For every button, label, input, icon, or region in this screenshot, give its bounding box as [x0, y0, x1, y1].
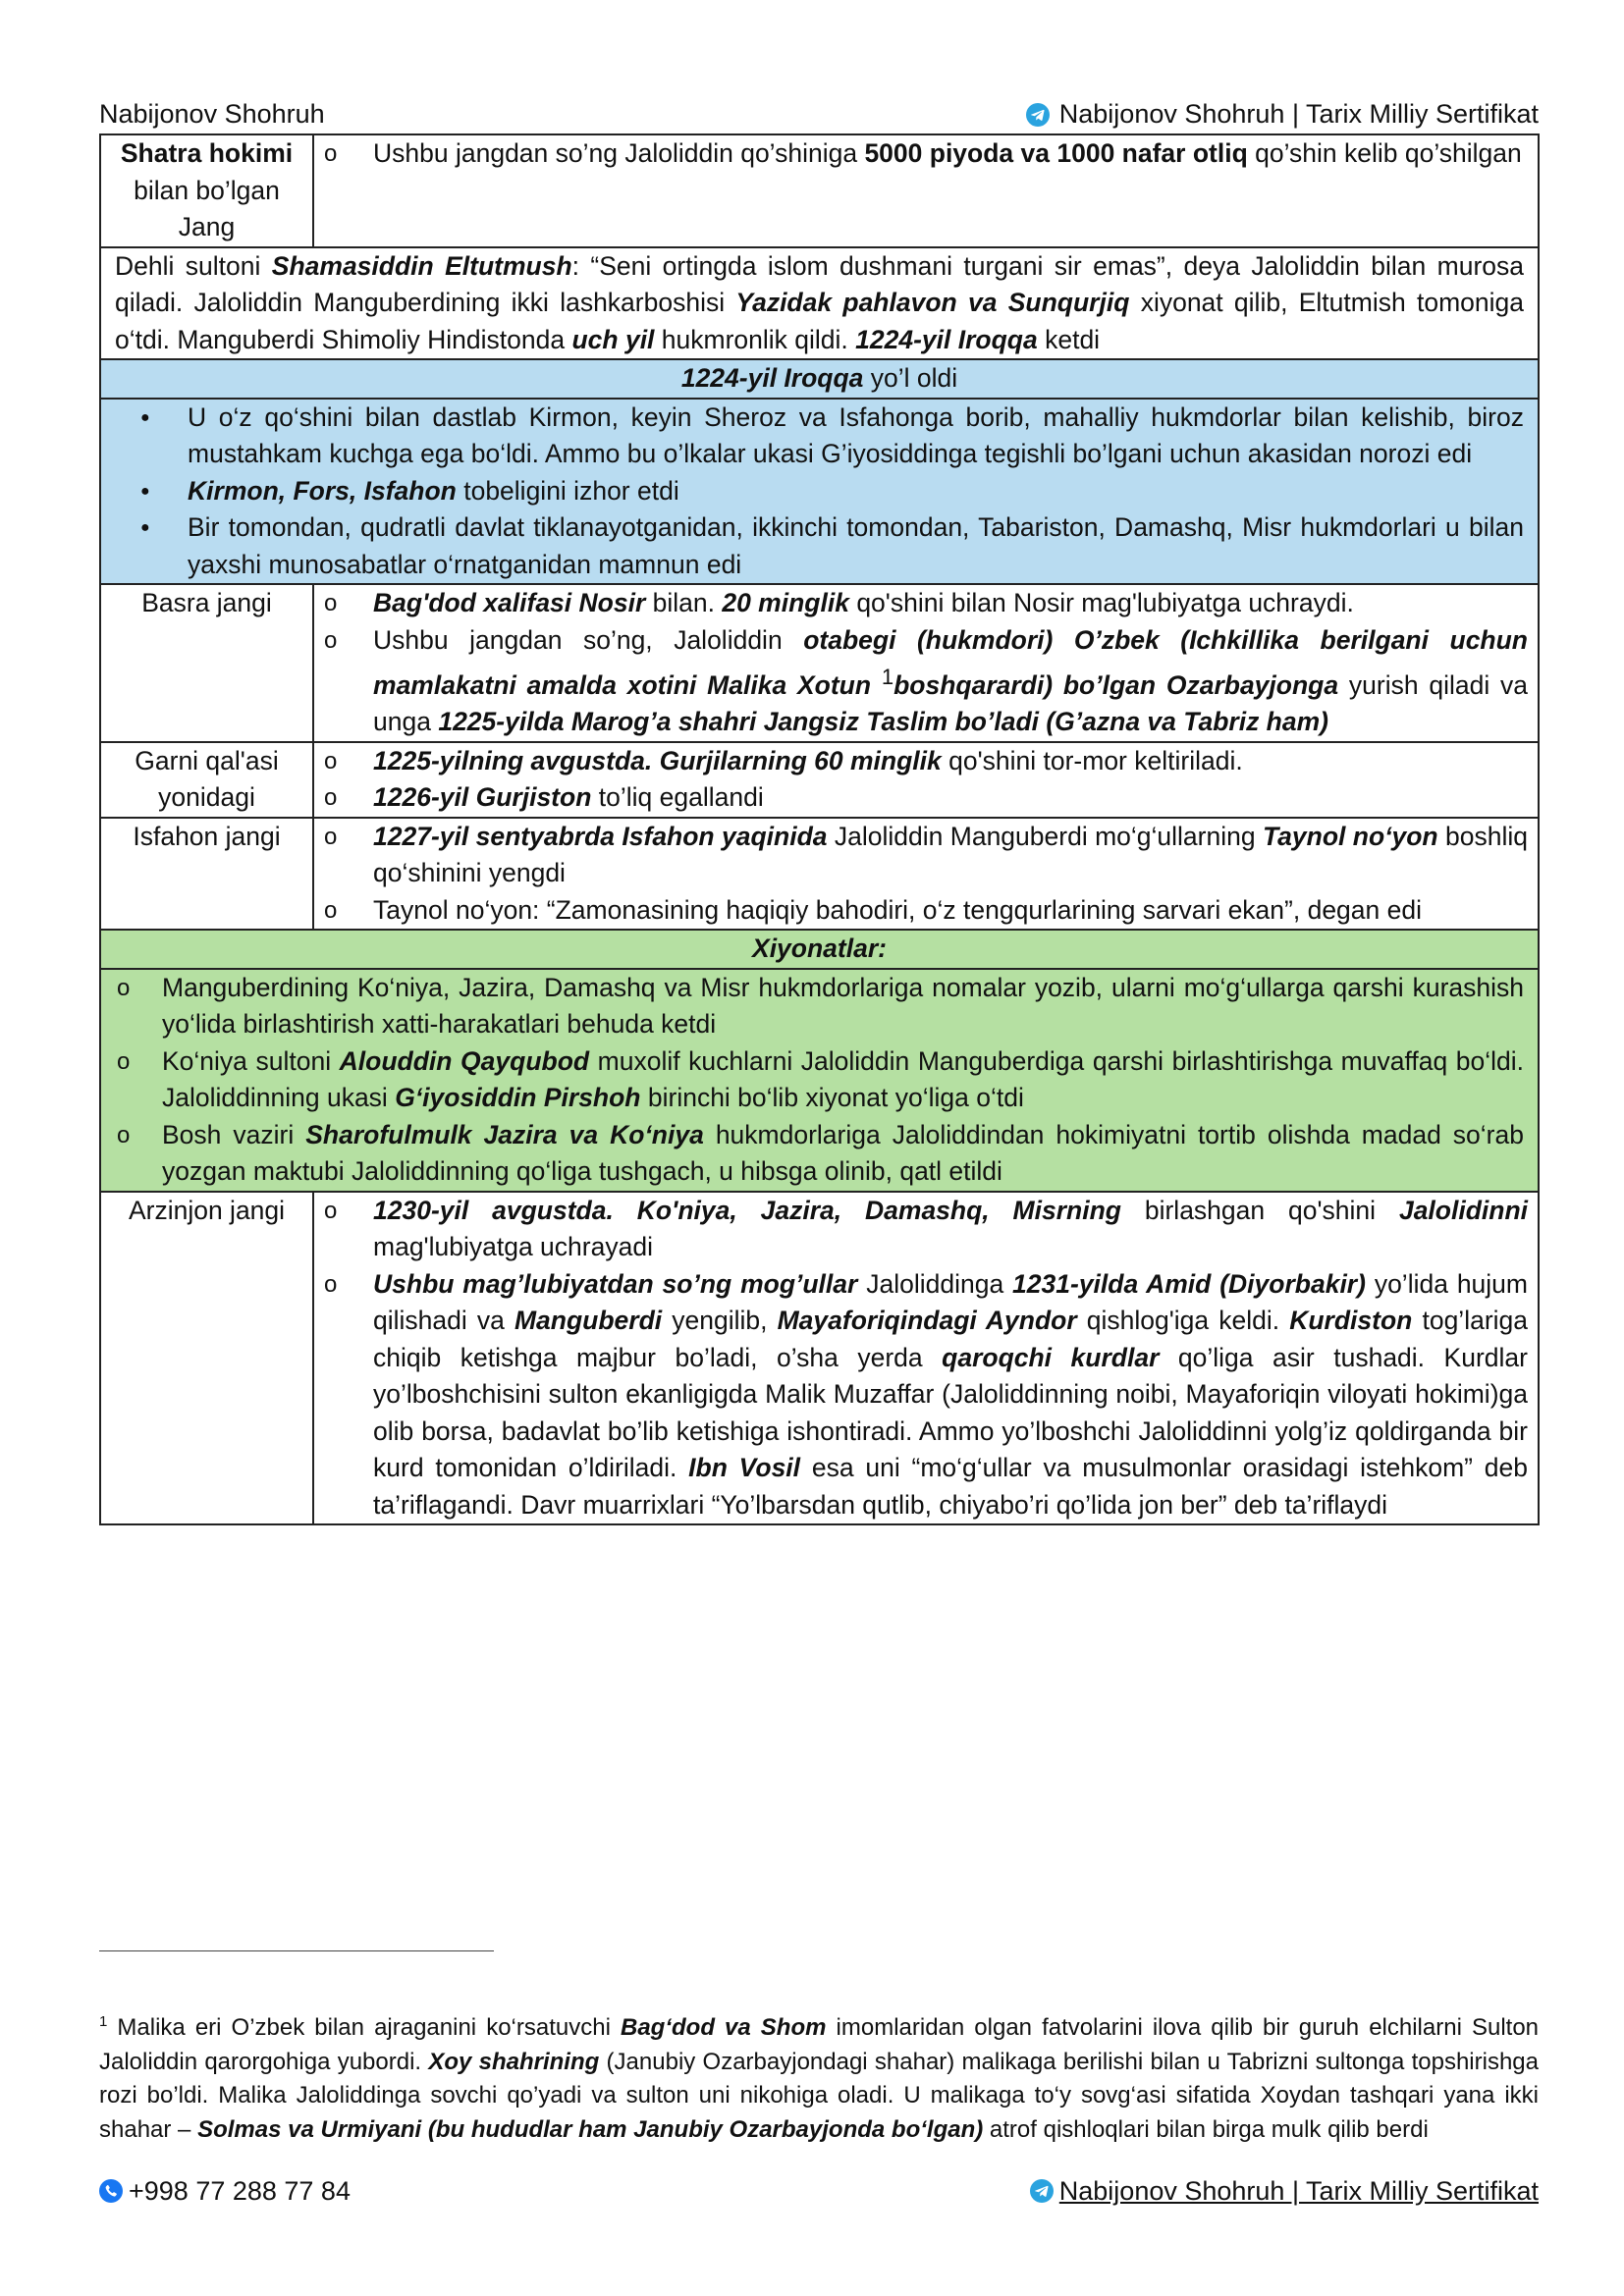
section-title-iroq: 1224-yil Iroqqa yo’l oldi: [100, 359, 1539, 399]
row-xiyonat-list: [100, 969, 1539, 1192]
row-arzinjon: [100, 1192, 1539, 1525]
label-garni: Garni qal'asi yonidagi: [100, 742, 313, 818]
label-isfahon: Isfahon jangi: [100, 818, 313, 931]
list-item: o Ushbu mag’lubiyatdan so’ng mog’ullar Jaloliddinga 1231-yilda Amid (Diyorbakir) yo’lida hujum qilishadi va Manguberdi yengilib, Mayaforiqindagi Ayndor qishlog'iga keldi. Kurdiston tog’lariga chiqib ketishga majbur bo’ladi, o’sha yerda qaroqchi kurdlar qo’liga asir tushadi. Kurdlar yo’lboshchisini sulton ekanligigda Malik Muzaffar (Jaloliddinning noibi, Mayaforiqin viloyati hokimi)ga olib borsa, badavlat bo’lib ketishiga ishontiradi. Ammo yo’lboshchi Jaloliddinni yolg’iz qoldirganda bir kurd tomonidan o’ldiriladi. Ibn Vosil esa uni “mo‘g‘ullar va musulmonlar orasidagi istehkom” deb ta’riflagandi. Davr muarrixlari “Yo’lbarsdan qutlib, chiyabo’ri qo’lida jon ber” deb ta’riflaydi: [324, 1266, 1528, 1524]
page-footer: [99, 2174, 1539, 2208]
footnote-separator: [99, 1950, 494, 1951]
row-dehli: [100, 247, 1539, 360]
list-item: o 1230-yil avgustda. Ko'niya, Jazira, Damashq, Misrning birlashgan qo'shini Jalolidinni mag'lubiyatga uchrayadi: [324, 1193, 1528, 1266]
list-item: o Manguberdining Ko‘niya, Jazira, Damashq va Misr hukmdorlariga nomalar yozib, ularni mo‘g‘ullarga qarshi kurashish yo‘lida birlashtirish xatti-harakatlari behuda ketdi: [111, 970, 1524, 1043]
row-iroq-list: [100, 399, 1539, 585]
list-item: o 1225-yilning avgustda. Gurjilarning 60 minglik qo'shini tor-mor keltiriladi.: [324, 743, 1528, 780]
footer-channel-text: Nabijonov Shohruh | Tarix Milliy Sertifikat: [1058, 2175, 1539, 2206]
dehli-paragraph: Dehli sultoni Shamasiddin Eltutmush: “Seni ortingda islom dushmani turgani sir emas”, deya Jaloliddin bilan murosa qiladi. Jaloliddin Manguberdining ikki lashkarboshisi Yazidak pahlavon va Sunqurjiq xiyonat qilib, Eltutmish tomoniga o‘tdi. Manguberdi Shimoliy Hindistonda uch yil hukmronlik qildi. 1224-yil Iroqqa ketdi: [100, 247, 1539, 360]
list-item: o Ko‘niya sultoni Alouddin Qayqubod muxolif kuchlarni Jaloliddin Manguberdiga qarshi birlashtirishga muvaffaq bo‘ldi. Jaloliddinning ukasi G‘iyosiddin Pirshoh birinchi bo‘lib xiyonat yo‘liga o‘tdi: [111, 1043, 1524, 1117]
footer-phone-text: +998 77 288 77 84: [129, 2175, 351, 2206]
list-item: o Ushbu jangdan so’ng Jaloliddin qo’shiniga 5000 piyoda va 1000 nafar otliq qo’shin kelib qo’shilgan: [324, 135, 1528, 173]
label-arzinjon: Arzinjon jangi: [100, 1192, 313, 1525]
page-header: [99, 96, 1539, 130]
footnote-number: 1: [99, 2013, 108, 2030]
list-item: ● Bir tomondan, qudratli davlat tiklanayotganidan, ikkinchi tomondan, Tabariston, Damashq, Misr hukmdorlari u bilan yaxshi munosabatlar o‘rnatganidan mamnun edi: [115, 509, 1524, 583]
list-item: ● Kirmon, Fors, Isfahon tobeligini izhor etdi: [115, 473, 1524, 510]
row-garni: [100, 742, 1539, 818]
header-channel[interactable]: [1026, 99, 1539, 130]
footer-channel[interactable]: [1030, 2176, 1539, 2207]
row-iroq-title: [100, 359, 1539, 399]
header-author: Nabijonov Shohruh: [99, 99, 325, 129]
history-table: [99, 133, 1540, 1525]
list-item: o 1226-yil Gurjiston to’liq egallandi: [324, 779, 1528, 817]
list-item: o Taynol no‘yon: “Zamonasining haqiqiy bahodiri, o‘z tengqurlarining sarvari ekan”, degan edi: [324, 892, 1528, 930]
phone-icon: [99, 2179, 123, 2203]
footer-phone[interactable]: [99, 2176, 351, 2207]
header-channel-text: Nabijonov Shohruh | Tarix Milliy Sertifikat: [1058, 99, 1539, 129]
footnote-ref[interactable]: 1: [881, 665, 894, 689]
footnote: $^1$ Malika eri O’zbek bilan ajraganini ko‘rsatuvchi Bag‘dod va Shom imomlaridan olgan fatvolarini ilova qilib bir guruh elchilarni Sulton Jaloliddin qarorgohiga yubordi. Xoy shahrining (Janubiy Ozarbayjondagi shahar) malikaga berilishi bilan u Tabrizni sultonga topshirishga rozi bo’ldi. Malika Jaloliddinga sovchi qo’yadi va sulton uni nikohiga oladi. U malikaga to‘y sovg‘asi sifatida Xoydan tashqari yana ikki shahar – Solmas va Urmiyani (bu hududlar ham Janubiy Ozarbayjonda bo‘lgan) atrof qishloqlari bilan birga mulk qilib berdi: [99, 2013, 1540, 2143]
telegram-icon: [1026, 103, 1050, 127]
list-item: o Bosh vaziri Sharofulmulk Jazira va Ko‘niya hukmdorlariga Jaloliddindan hokimiyatni tortib olishda madad so‘rab yozgan maktubi Jaloliddinning qo‘liga tushgach, u hibsga olinib, qatl etildi: [111, 1117, 1524, 1191]
list-item: o Ushbu jangdan so’ng, Jaloliddin otabegi (hukmdori) O’zbek (Ichkillika berilgani uchun mamlakatni amalda xotini Malika Xotun $^1$boshqarardi) bo’lgan Ozarbayjonga yurish qiladi va unga 1225-yilda Marog’a shahri Jangsiz Taslim bo’ladi (G’azna va Tabriz ham): [324, 622, 1528, 741]
row-shatra: [100, 134, 1539, 247]
list-item: ● U o‘z qo‘shini bilan dastlab Kirmon, keyin Sheroz va Isfahonga borib, mahalliy hukmdorlar bilan kelishib, biroz mustahkam kuchga ega bo‘ldi. Ammo bu o’lkalar ukasi G’iyosiddinga tegishli bo’lgani uchun akasidan norozi edi: [115, 400, 1524, 473]
list-item: o Bag'dod xalifasi Nosir bilan. 20 minglik qo'shini bilan Nosir mag'lubiyatga uchraydi.: [324, 585, 1528, 622]
row-basra: [100, 584, 1539, 742]
telegram-icon: [1030, 2179, 1054, 2203]
label-basra: Basra jangi: [100, 584, 313, 742]
row-isfahon: [100, 818, 1539, 931]
row-xiyonat-title: [100, 930, 1539, 969]
section-title-xiyonat: Xiyonatlar:: [100, 930, 1539, 969]
list-item: o 1227-yil sentyabrda Isfahon yaqinida Jaloliddin Manguberdi mo‘g‘ullarning Taynol no‘yon boshliq qo‘shinini yengdi: [324, 819, 1528, 892]
label-shatra: Shatra hokimi bilan bo’lgan Jang: [100, 134, 313, 247]
